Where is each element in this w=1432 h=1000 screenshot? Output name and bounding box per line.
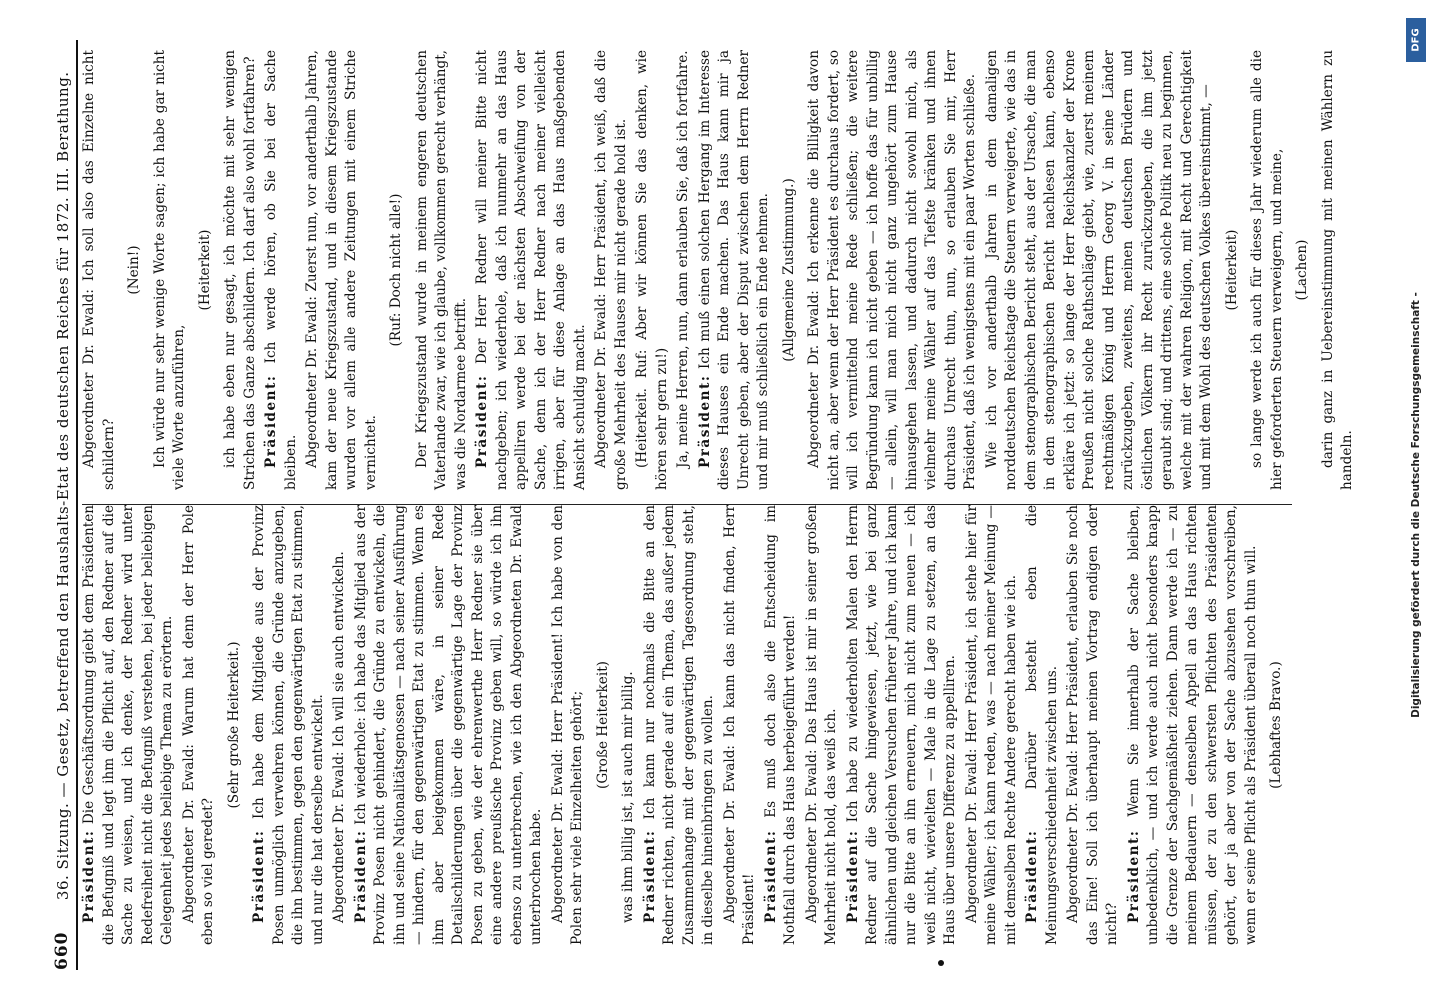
stage-direction xyxy=(1293,50,1313,490)
paragraph xyxy=(221,50,260,490)
paragraph xyxy=(1125,505,1262,945)
paragraph-text: Abgeordneter Dr. Ewald: Ich will sie auch entwickeln. xyxy=(331,551,347,923)
paragraph-text: Ich habe zu wiederholten Malen den Herrn Redner auf die Sache hingewiesen, jetzt, wie bei ganz ähnlichen und gleichen Versuchen früherer Jahre, und ich kann nur die Bitte an ihn erneuern, mich nicht zum neuen — ich weiß nicht, wievielten — Male in die Lage zu setzen, an das Haus über unsere Differenz zu appelliren. xyxy=(844,505,958,945)
paragraph-text: Wenn Sie innerhalb der Sache bleiben, unbedenklich, — und ich werde auch nicht besonders knapp die Grenze der Sachgemäßheit ziehen. Dann werde ich — zu meinem Bedauern — denselben Appell an das Haus richten müssen, der zu den schwersten Pflichten des Präsidenten gehört, der ja aber von der Sache abzusehen vorschreiben, wenn er seine Pflicht als Präsident überall noch thun will. xyxy=(1125,505,1259,945)
speaker-label: Präsident: xyxy=(1024,829,1040,923)
stage-direction xyxy=(1223,50,1243,490)
paragraph xyxy=(674,50,694,490)
speaker-label: Präsident: xyxy=(474,374,490,468)
stage-direction xyxy=(125,50,145,490)
paragraph-text: Abgeordneter Dr. Ewald: Herr Präsident, ich stehe hier für meine Wähler; ich kann reden, was — nach meiner Meinung — mit demselben Rechte Andere gerecht haben wie ich. xyxy=(963,505,1019,945)
paragraph-text: Abgeordneter Dr. Ewald: Herr Präsident, erlauben Sie noch das Eine! Soll ich überhaupt meinen Vortrag endigen oder nicht? xyxy=(1065,505,1120,945)
speaker-label: Präsident: xyxy=(251,829,267,923)
paragraph xyxy=(1023,505,1062,945)
paragraph-text: (Nein!) xyxy=(126,245,142,295)
paragraph xyxy=(633,50,672,490)
stage-direction xyxy=(387,50,407,490)
paragraph-text: Ich muß einen solchen Hergang im Interesse dieses Hauses ein Ende machen. Das Haus kann mir ja Unrecht geben, aber der Disput zwischen dem Herrn Redner und mir muß schließlich ein Ende nehmen. xyxy=(696,50,771,490)
paragraph-text: Abgeordneter Dr. Ewald: Warum hat denn der Herr Pole eben so viel geredet? xyxy=(180,505,216,945)
paragraph xyxy=(696,50,774,490)
paragraph-text: ich habe eben nur gesagt, ich möchte mit sehr wenigen Strichen das Ganze abschildern. Ich darf also wohl fortfahren? xyxy=(222,50,258,490)
paragraph xyxy=(250,505,328,945)
paragraph-text: Es muß doch also die Entscheidung im Nothfall durch das Haus herbeigeführt werden! xyxy=(762,504,798,945)
paragraph xyxy=(180,505,219,945)
dfg-logo xyxy=(1406,18,1426,62)
paragraph-text: Abgeordneter Dr. Ewald: Zuerst nun, vor anderthalb Jahren, kam der neue Kriegszustand, und in diesem Kriegszustande wurden vor allem alle andere Zeitungen mit einem Striche vernichtet. xyxy=(304,50,379,490)
paragraph-text: Ich habe dem Mitgliede aus der Provinz Posen unmöglich verwehren können, die Gründe anzugeben, die ihn bestimmen, gegen den gegenwärtigen Etat zu stimmen, und nur die hat derselbe entwickelt. xyxy=(251,505,326,945)
paragraph-text: (Heiterkeit. Ruf: Aber wir können Sie das denken, wie hören sehr gern zu!) xyxy=(634,50,670,490)
paragraph-text: darin ganz in Uebereinstimmung mit meinen Wählern zu handeln. xyxy=(1319,50,1355,490)
paragraph-text: so lange werde ich auch für dieses Jahr wiederum alle die hier geforderten Steuern verweigern, und meine, xyxy=(1249,50,1285,490)
paragraph-text: Der Kriegszustand wurde in meinem engeren deutschen Vaterlande zwar, wie ich glaube, vollkommen gerecht verhängt, was die Nordarmee betrifft. xyxy=(413,50,469,490)
running-header xyxy=(40,40,78,970)
paragraph-text: (Sehr große Heiterkeit.) xyxy=(225,641,242,809)
side-credit-text: Digitalisierung gefördert durch die Deutsche Forschungsgemeinschaft - xyxy=(1410,292,1422,718)
stage-direction xyxy=(780,50,800,490)
paragraph xyxy=(803,505,842,945)
paragraph-text: Ich kann nur nochmals die Bitte an den Redner richten, nicht gerade auf ein Thema, das außer jedem Zusammenhange mit der gegenwärtigen Tagesordnung steht, in dieselbe hineinbringen zu wollen. xyxy=(641,504,716,945)
paragraph xyxy=(352,505,547,945)
paragraph xyxy=(805,50,981,490)
stage-direction xyxy=(196,50,216,490)
speaker-label: Präsident: xyxy=(696,374,713,468)
paragraph-text: was ihm billig ist, ist auch mir billig. xyxy=(620,671,636,923)
paragraph-text: Abgeordneter Dr. Ewald: Herr Präsident, ich weiß, daß die große Mehrheit des Hauses mir nicht gerade hold ist. xyxy=(593,50,629,490)
paragraph xyxy=(473,50,590,490)
page-number: 660 xyxy=(52,931,72,970)
speaker-label: Präsident: xyxy=(641,829,658,923)
paragraph-text: Wie ich vor anderthalb Jahren in dem damaligen norddeutschen Reichstage die Steuern verweigerte, wie das in dem stenographischen Bericht steht, aus der Ursache, die man in dem stenographischen Bericht nachlesen kann, ebenso erkläre ich jetzt: so lange der Herr Reichskanzler der Krone Preußen nicht solche Rathschläge giebt, wie, zuerst meinem rechtmäßigen König und Herrn Georg V. in seine Länder zurückzugeben, zweitens, meinen deutschen Brüdern und östlichen Völkern ihr Recht zurückzugeben, die ihm jetzt geraubt sind; und drittens, eine solche Politik neu zu beginnen, welche mit der wahren Religion, mit Recht und Gerechtigkeit und mit dem Wohl des deutschen Volkes übereinstimmt, — xyxy=(983,50,1214,490)
speaker-label: Präsident: xyxy=(81,829,97,923)
paragraph-text: Die Geschäftsordnung giebt dem Präsidenten die Befugniß und legt ihm die Pflicht auf, den Redner auf die Sache zu weisen, und ich denke, der Redner wird unter Redefreiheit nicht die Befugniß verstehen, bei jeder beliebigen Gelegenheit jedes beliebige Thema zu erörtern. xyxy=(81,504,175,945)
paragraph-text: (Allgemeine Zustimmung.) xyxy=(780,178,797,362)
paragraph xyxy=(330,505,350,945)
paragraph-text: Ich werde hören, ob Sie bei der Sache bleiben. xyxy=(263,50,299,490)
paragraph-text: Abgeordneter Dr. Ewald: Ich soll also das Einzelne nicht schildern? xyxy=(81,50,117,490)
ink-dot xyxy=(938,960,944,966)
paragraph xyxy=(592,50,631,490)
stage-direction xyxy=(594,505,614,945)
paragraph-text: Der Herr Redner will meiner Bitte nicht nachgeben; ich wiederhole, daß ich nunmehr an das Haus appelliren werde bei der nächsten Abschweifung von der Sache, denn ich der Herr Redner nach meiner vielleicht irrigen, aber für diese Anlage an das Haus maßgebenden Ansicht schuldig macht. xyxy=(474,50,588,490)
paragraph-text: Ich wiederhole: ich habe das Mitglied aus der Provinz Posen nicht gehindert, die Gründe zu entwickeln, die ihn und seine Nationalitätsgenossen — nach seiner Ausführung — hindern, für den gegenwärtigen Etat zu stimmen. Wenn es ihm aber beigekommen wäre, in seiner Rede Detailschilderungen über die gegenwärtige Lage der Provinz Posen zu geben, wie der ehrenwerthe Herr Redner sie über eine andere preußische Provinz geben will, so würde ich ihn ebenso zu unterbrechen, wie ich den Abgeordneten Dr. Ewald unterbrochen habe. xyxy=(352,505,544,945)
paragraph xyxy=(762,505,801,945)
stage-direction xyxy=(1267,505,1287,945)
paragraph xyxy=(262,50,301,490)
right-column xyxy=(80,50,1360,490)
speaker-label: Präsident: xyxy=(1125,829,1142,923)
paragraph-text: Abgeordneter Dr. Ewald: Das Haus ist mir in seiner großen Mehrheit nicht hold, das weiß ich. xyxy=(803,505,839,945)
paragraph-text: Abgeordneter Dr. Ewald: Ich erkenne die Billigkeit davon nicht an, aber wenn der Herr Präsident es durchaus fordert, so will ich vermittelnd meine Rede schließen; die weitere Begründung kann ich nicht geben — ich hoffe das für unbillig — allein, will man mich nicht ganz ungehört zum Hause hinausgehen lassen, und dadurch nicht sowohl mich, als vielmehr meine Wähler auf das Tiefste kränken und ihnen durchaus Unrecht thun, nun, so erlauben Sie mir, Herr Präsident, daß ich wenigstens mit ein paar Worten schließe. xyxy=(806,50,978,490)
column-divider xyxy=(82,504,1292,505)
paragraph-text: (Heiterkeit) xyxy=(1223,229,1240,311)
paragraph-text: (Ruf: Doch nicht alle!) xyxy=(388,193,404,347)
paragraph xyxy=(963,505,1022,945)
paragraph-text: (Heiterkeit) xyxy=(196,229,213,311)
paragraph-text: Abgeordneter Dr. Ewald: Herr Präsident! Ich habe von den Polen sehr viele Einzelheiten gehört; xyxy=(549,505,585,945)
paragraph-text: Ja, meine Herren, nun, dann erlauben Sie, daß ich fortfahre. xyxy=(675,50,691,468)
paragraph xyxy=(844,505,961,945)
paragraph-text: (Lebhaftes Bravo.) xyxy=(1268,661,1284,789)
paragraph xyxy=(1248,50,1287,490)
paragraph xyxy=(1319,50,1358,490)
dfg-logo-text: DFG xyxy=(1410,28,1422,52)
paragraph-text: Darüber besteht eben die Meinungsverschiedenheit zwischen uns. xyxy=(1024,505,1060,945)
stage-direction xyxy=(225,505,245,945)
paragraph xyxy=(1064,505,1123,945)
speaker-label: Präsident: xyxy=(352,829,369,923)
paragraph-text: Ich würde nur sehr wenige Worte sagen; ich habe gar nicht viele Worte anzuführen, xyxy=(151,50,187,490)
paragraph-text: Abgeordneter Dr. Ewald: Ich kann das nicht finden, Herr Präsident! xyxy=(721,505,757,945)
paragraph xyxy=(983,50,1217,490)
paragraph-text: (Große Heiterkeit) xyxy=(594,661,611,789)
speaker-label: Präsident: xyxy=(844,829,861,923)
side-credit xyxy=(1406,20,1426,990)
left-column xyxy=(80,505,1293,945)
paragraph xyxy=(303,50,381,490)
speaker-label: Präsident: xyxy=(762,829,779,923)
header-title: 36. Sitzung. — Gesetz, betreffend den Haushalts-Etat des deutschen Reiches für 1872. III. Berathung. xyxy=(54,71,72,901)
speaker-label: Präsident: xyxy=(263,374,279,468)
paragraph xyxy=(619,505,639,945)
paragraph xyxy=(549,505,588,945)
paragraph xyxy=(721,505,760,945)
paragraph xyxy=(151,50,190,490)
paragraph xyxy=(80,505,178,945)
paragraph xyxy=(641,505,719,945)
paragraph-text: (Lachen) xyxy=(1294,239,1310,301)
paragraph xyxy=(80,50,119,490)
paragraph xyxy=(413,50,472,490)
